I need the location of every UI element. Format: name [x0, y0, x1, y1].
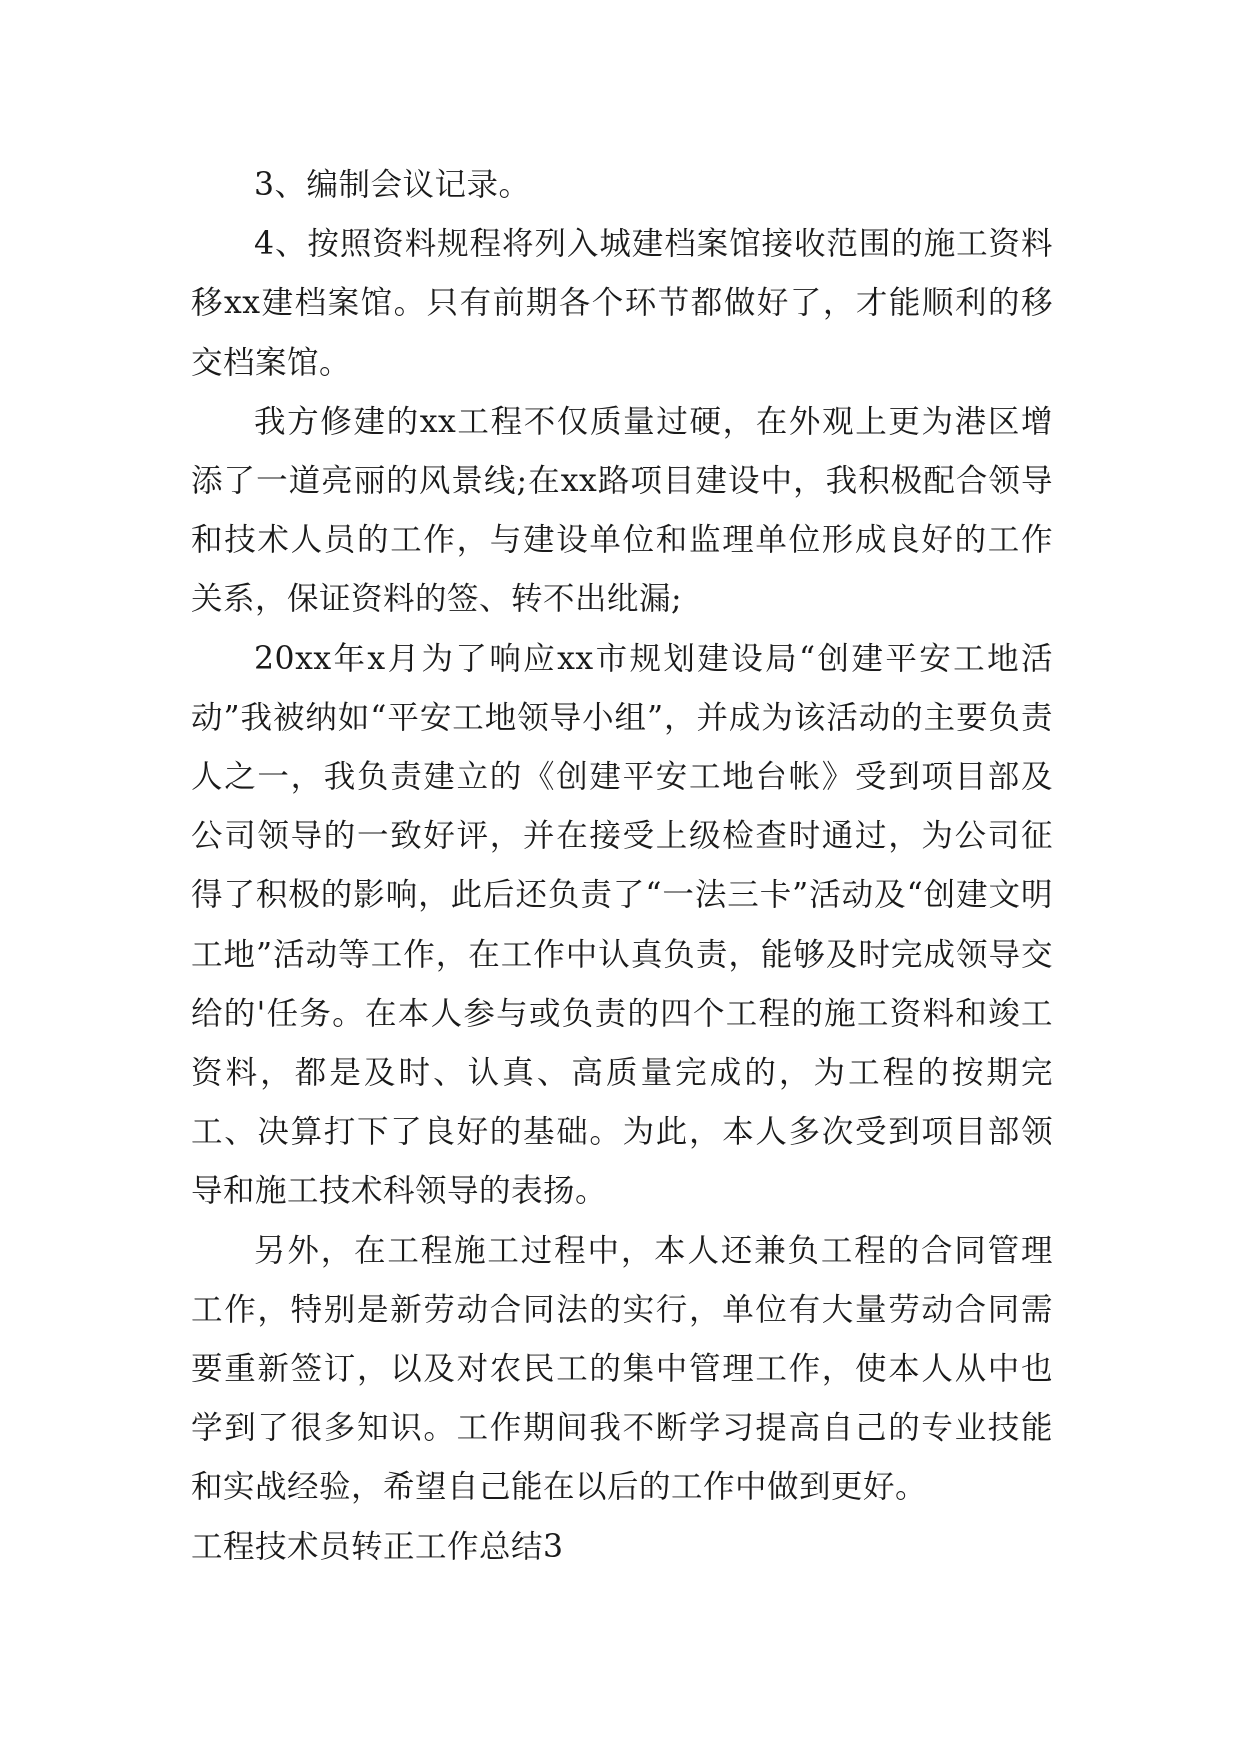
- document-body: [191, 156, 1053, 1577]
- paragraph-project-quality: 我方修建的xx工程不仅质量过硬，在外观上更为港区增添了一道亮丽的风景线;在xx路项目建设中，我积极配合领导和技术人员的工作，与建设单位和监理单位形成良好的工作关系，保证资料的签、转不出纰漏;: [191, 403, 1053, 618]
- paragraph-contract-management: 另外，在工程施工过程中，本人还兼负工程的合同管理工作，特别是新劳动合同法的实行，单位有大量劳动合同需要重新签订，以及对农民工的集中管理工作，使本人从中也学到了很多知识。工作期间我不断学习提高自己的专业技能和实战经验，希望自己能在以后的工作中做到更好。: [191, 1232, 1053, 1506]
- paragraph-item-4: 4、按照资料规程将列入城建档案馆接收范围的施工资料移xx建档案馆。只有前期各个环节都做好了，才能顺利的移交档案馆。: [191, 226, 1053, 381]
- paragraph-safety-campaign: 20xx年x月为了响应xx市规划建设局“创建平安工地活动”我被纳如“平安工地领导小组”，并成为该活动的主要负责人之一，我负责建立的《创建平安工地台帐》受到项目部及公司领导的一致好评，并在接受上级检查时通过，为公司征得了积极的影响，此后还负责了“一法三卡”活动及“创建文明工地”活动等工作，在工作中认真负责，能够及时完成领导交给的'任务。在本人参与或负责的四个工程的施工资料和竣工资料，都是及时、认真、高质量完成的，为工程的按期完工、决算打下了良好的基础。为此，本人多次受到项目部领导和施工技术科领导的表扬。: [191, 640, 1053, 1210]
- section-heading: 工程技术员转正工作总结3: [191, 1528, 564, 1565]
- paragraph-item-3: 3、编制会议记录。: [254, 167, 531, 203]
